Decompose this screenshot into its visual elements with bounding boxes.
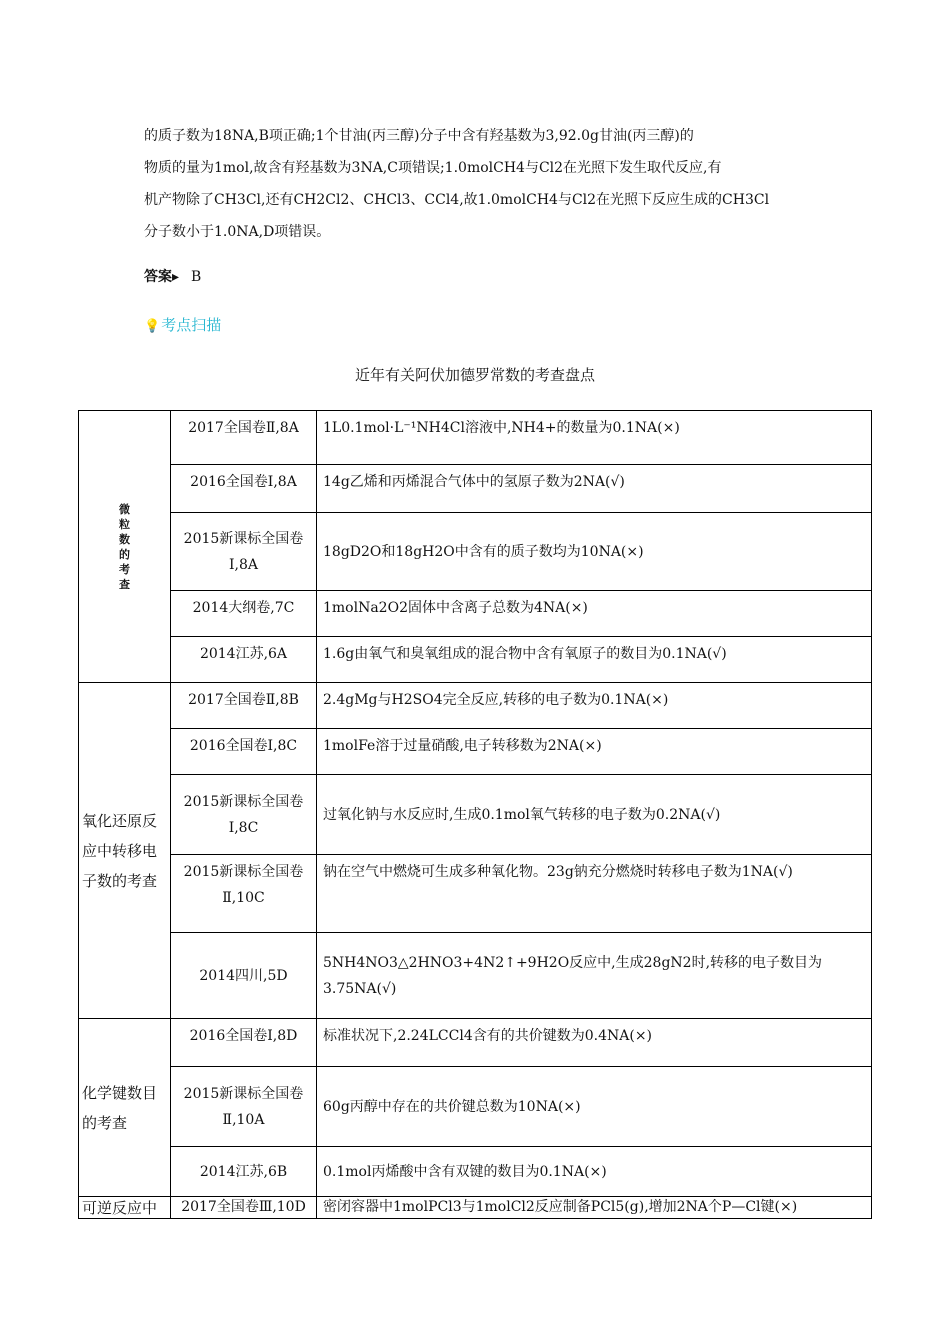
content-cell: 钠在空气中燃烧可生成多种氧化物。23g钠充分燃烧时转移电子数为1NA(√) [317, 855, 872, 933]
source-cell: 2014江苏,6B [171, 1147, 317, 1197]
content-cell: 1molNa2O2固体中含离子总数为4NA(×) [317, 591, 872, 637]
category-cell: 可逆反应中 [79, 1197, 171, 1219]
answer-block [144, 266, 201, 286]
content-cell: 0.1mol丙烯酸中含有双键的数目为0.1NA(×) [317, 1147, 872, 1197]
table-row [79, 513, 872, 591]
table-row [79, 1067, 872, 1147]
category-label: 微粒数的考查 [119, 502, 130, 591]
section-heading [144, 314, 221, 335]
table-row [79, 637, 872, 683]
table-row [79, 729, 872, 775]
category-cell [79, 411, 171, 683]
table-row [79, 465, 872, 513]
source-cell: 2015新课标全国卷Ⅱ,10A [171, 1067, 317, 1147]
table-row [79, 775, 872, 855]
content-cell: 标准状况下,2.24LCCl4含有的共价键数为0.4NA(×) [317, 1019, 872, 1067]
content-cell: 5NH4NO3△2HNO3+4N2↑+9H2O反应中,生成28gN2时,转移的电子数目为3.75NA(√) [317, 933, 872, 1019]
source-cell: 2015新课标全国卷Ⅰ,8A [171, 513, 317, 591]
explanation-line-4: 分子数小于1.0NA,D项错误。 [144, 224, 331, 240]
content-cell: 1L0.1mol·L⁻¹NH4Cl溶液中,NH4+的数量为0.1NA(×) [317, 411, 872, 465]
source-cell: 2016全国卷Ⅰ,8D [171, 1019, 317, 1067]
source-cell: 2015新课标全国卷Ⅰ,8C [171, 775, 317, 855]
table-row [79, 1197, 872, 1219]
table-row [79, 411, 872, 465]
content-cell: 14g乙烯和丙烯混合气体中的氢原子数为2NA(√) [317, 465, 872, 513]
source-cell: 2014江苏,6A [171, 637, 317, 683]
answer-value: B [191, 269, 202, 285]
lightbulb-icon: 💡 [144, 319, 161, 334]
content-cell: 60g丙醇中存在的共价键总数为10NA(×) [317, 1067, 872, 1147]
content-cell: 过氧化钠与水反应时,生成0.1mol氧气转移的电子数为0.2NA(√) [317, 775, 872, 855]
table-row [79, 855, 872, 933]
content-cell: 密闭容器中1molPCl3与1molCl2反应制备PCl5(g),增加2NA个P—Cl键(×) [317, 1197, 872, 1219]
source-cell: 2016全国卷Ⅰ,8A [171, 465, 317, 513]
table-caption: 近年有关阿伏加德罗常数的考查盘点 [354, 366, 595, 384]
source-cell: 2017全国卷Ⅱ,8A [171, 411, 317, 465]
explanation-line-1: 的质子数为18NA,B项正确;1个甘油(丙三醇)分子中含有羟基数为3,92.0g甘油(丙三醇)的 [144, 128, 694, 144]
answer-label: 答案▸ [144, 269, 180, 285]
content-cell: 1.6g由氧气和臭氧组成的混合物中含有氧原子的数目为0.1NA(√) [317, 637, 872, 683]
content-cell: 18gD2O和18gH2O中含有的质子数均为10NA(×) [317, 513, 872, 591]
table-row [79, 933, 872, 1019]
table-row [79, 683, 872, 729]
table-row [79, 1147, 872, 1197]
section-heading-text: 考点扫描 [161, 316, 222, 334]
source-cell: 2016全国卷Ⅰ,8C [171, 729, 317, 775]
category-cell: 化学键数目的考查 [79, 1019, 171, 1197]
source-cell: 2017全国卷Ⅲ,10D [171, 1197, 317, 1219]
table-row [79, 1019, 872, 1067]
avogadro-review-table [78, 410, 872, 1219]
source-cell: 2015新课标全国卷Ⅱ,10C [171, 855, 317, 933]
content-cell: 2.4gMg与H2SO4完全反应,转移的电子数为0.1NA(×) [317, 683, 872, 729]
explanation-line-2: 物质的量为1mol,故含有羟基数为3NA,C项错误;1.0molCH4与Cl2在光照下发生取代反应,有 [144, 160, 722, 176]
explanation-line-3: 机产物除了CH3Cl,还有CH2Cl2、CHCl3、CCl4,故1.0molCH4与Cl2在光照下反应生成的CH3Cl [144, 192, 770, 208]
category-cell: 氧化还原反应中转移电子数的考查 [79, 683, 171, 1019]
table-row [79, 591, 872, 637]
content-cell: 1molFe溶于过量硝酸,电子转移数为2NA(×) [317, 729, 872, 775]
source-cell: 2014四川,5D [171, 933, 317, 1019]
source-cell: 2014大纲卷,7C [171, 591, 317, 637]
source-cell: 2017全国卷Ⅱ,8B [171, 683, 317, 729]
